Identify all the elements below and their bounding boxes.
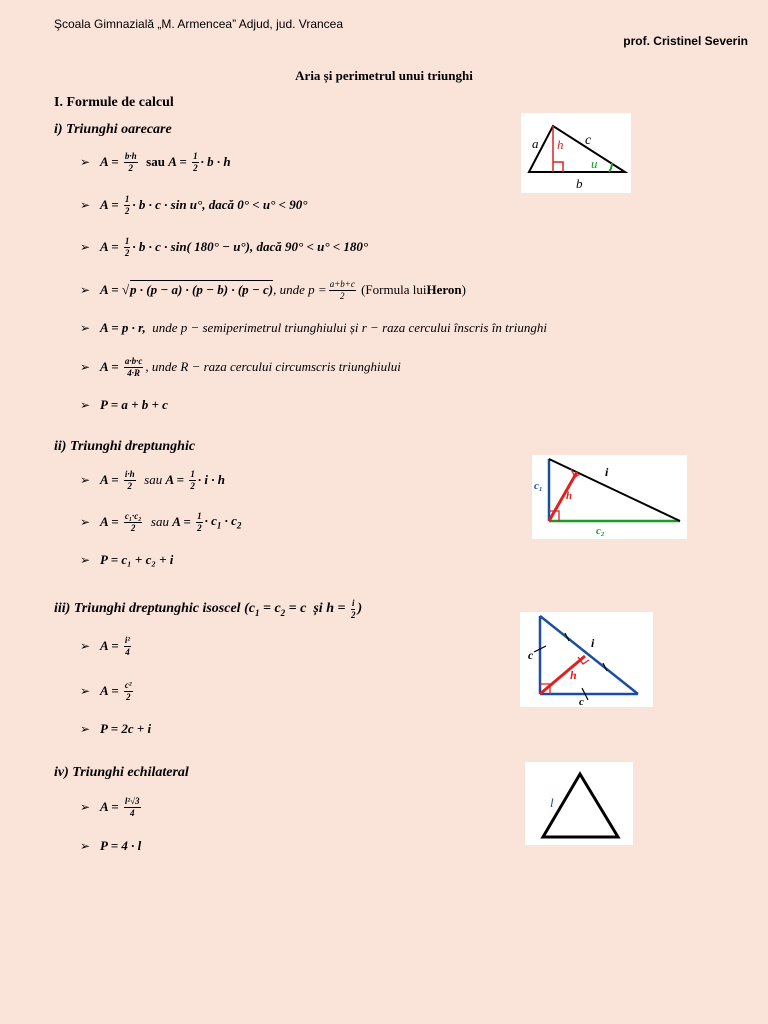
label-h: h [566,490,573,502]
figure-general-triangle [521,113,631,193]
part-heading-3: iii) Triunghi dreptunghic isoscel ($c_1 = c_2 = c$ și h = $\frac{i}{2}$ ) [54,597,363,620]
label-u: u [591,156,598,171]
label-i: i [605,465,609,479]
label-c2: c₂ [596,525,605,537]
arrow-bullet-icon: ➢ [80,472,91,487]
formula-area-1: ➢ A = $\frac{b\cdot h}{2}$ sau A = $\frac{1}{2}$ · b · h [80,150,231,173]
formula-isosceles-perimeter: ➢ P = 2c + i [80,721,152,736]
formula-right-area-2: ➢ A = $\frac{\text{c₁·c₂}}{2}$ sau A = $\frac{1}{2}$ · $c_1 \cdot c_2$ [80,510,242,533]
part-heading-2: ii) Triunghi dreptunghic [54,439,196,454]
label-c1: c₁ [534,480,543,492]
label-c: c [585,133,592,148]
figure-isosceles-right-triangle [520,612,653,707]
figure-equilateral-triangle [525,762,633,845]
formula-area-2: ➢ A = $\frac{1}{2}$ · b · c · sin u°, dacă 0° < u° < 90° [80,193,308,216]
arrow-bullet-icon: ➢ [80,154,91,169]
arrow-bullet-icon: ➢ [80,239,91,254]
arrow-bullet-icon: ➢ [80,552,91,567]
arrow-bullet-icon: ➢ [80,514,91,529]
arrow-bullet-icon: ➢ [80,683,91,698]
formula-perimeter-1: ➢ P = a + b + c [80,397,168,412]
arrow-bullet-icon: ➢ [80,799,91,814]
label-i: i [591,636,595,650]
arrow-bullet-icon: ➢ [80,320,91,335]
teacher-name: prof. Cristinel Severin [623,34,748,48]
section-heading: I. Formule de calcul [54,95,174,110]
label-b: b [576,176,583,191]
formula-area-circumradius: ➢ A = $\frac{a\cdot b\cdot c}{4\cdot R}$ , unde R − raza cercului circumscris triunghiului [80,355,401,378]
part-heading-1: i) Triunghi oarecare [54,122,172,137]
formula-right-perimeter: ➢ P = c₁ + c₂ + i [80,552,174,567]
arrow-bullet-icon: ➢ [80,282,91,297]
arrow-bullet-icon: ➢ [80,721,91,736]
formula-equilateral-perimeter: ➢ P = 4 · l [80,838,142,853]
formula-equilateral-area: ➢ A = $\frac{\text{l²√3}}{4}$ [80,795,140,818]
arrow-bullet-icon: ➢ [80,359,91,374]
document-title: Aria și perimetrul unui triunghi [295,68,473,83]
formula-area-inradius: ➢ A = p · r, unde p − semiperimetrul triunghiului și r − raza cercului înscris în triunghi [80,320,547,335]
label-l: l [550,795,554,810]
arrow-bullet-icon: ➢ [80,638,91,653]
formula-area-3: ➢ A = $\frac{1}{2}$ · b · c · sin( 180° − u°), dacă 90° < u° < 180° [80,235,369,258]
arrow-bullet-icon: ➢ [80,838,91,853]
figure-right-triangle [532,455,687,539]
label-h: h [570,668,577,682]
label-h: h [557,137,564,152]
label-a: a [532,136,539,151]
part-heading-4: iv) Triunghi echilateral [54,765,189,780]
formula-right-area-1: ➢ A = $\frac{i\cdot h}{2}$ sau A = $\frac{1}{2}$ · i · h [80,468,225,491]
arrow-bullet-icon: ➢ [80,197,91,212]
arrow-bullet-icon: ➢ [80,397,91,412]
formula-isosceles-area-1: ➢ A = $\frac{\text{i²}}{4}$ [80,634,131,657]
formula-isosceles-area-2: ➢ A = $\frac{\text{c²}}{2}$ [80,679,132,702]
school-name: Şcoala Gimnazială „M. Armencea” Adjud, jud. Vrancea [54,17,344,31]
formula-area-heron: ➢ A = √p · (p − a) · (p − b) · (p − c) , unde p = $\frac{a+b+c}{2}$ (Formula lui Heron ) [80,278,466,301]
label-c-left: c [528,648,534,662]
label-c-bottom: c [579,696,584,707]
